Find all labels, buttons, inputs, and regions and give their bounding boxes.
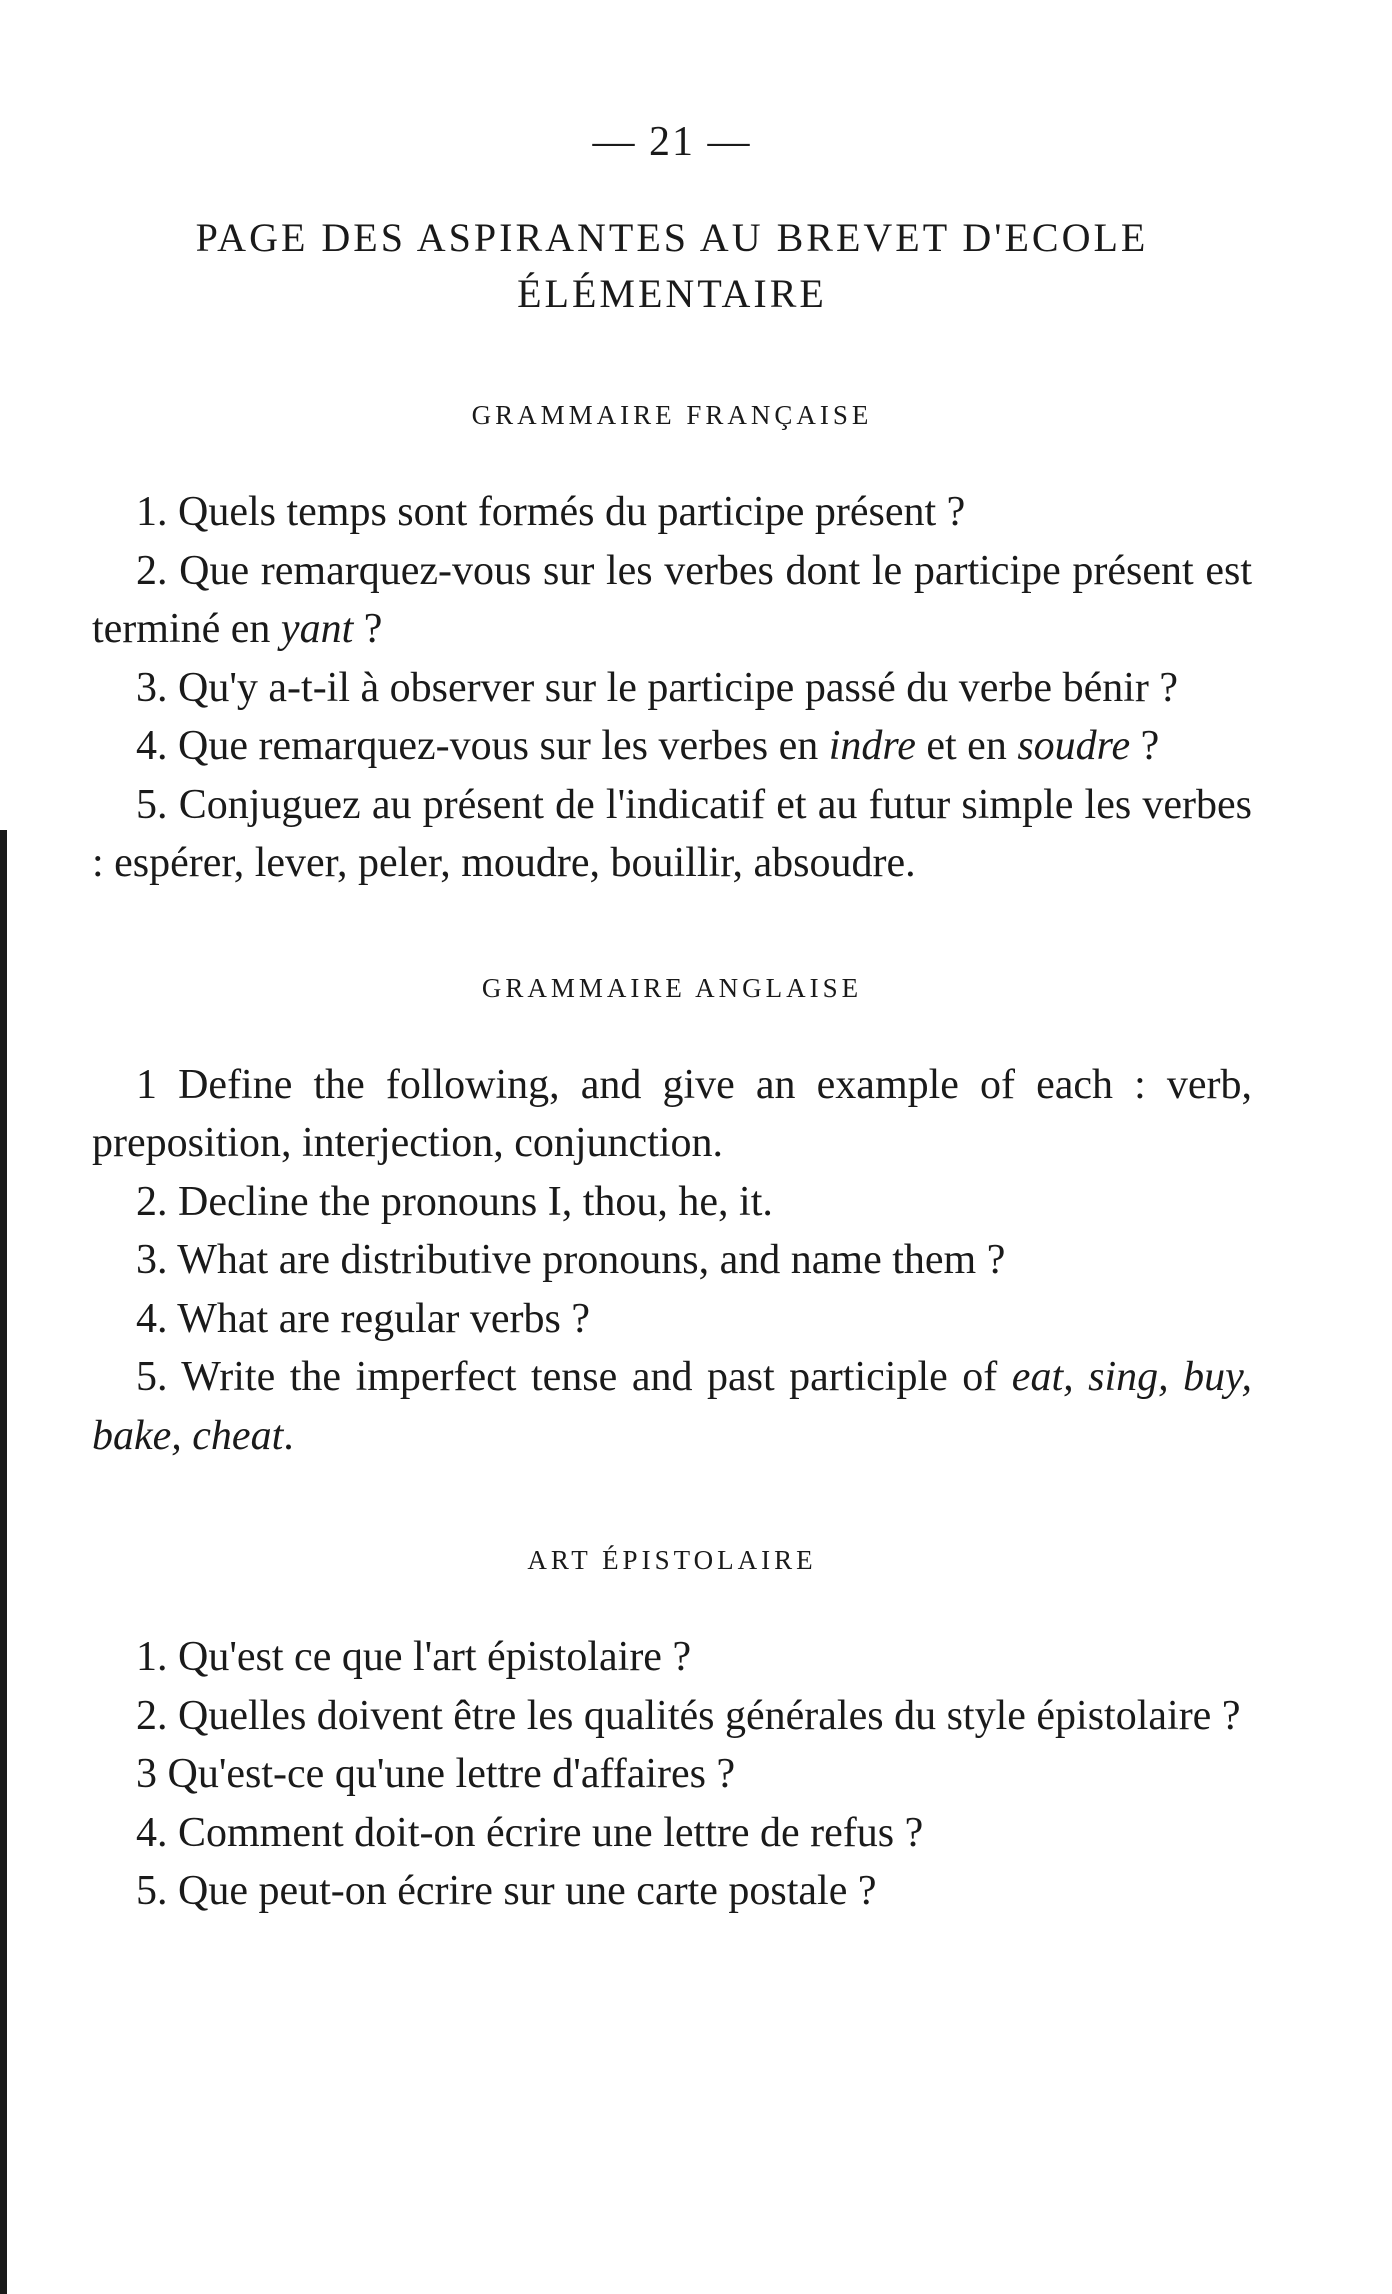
question-italic-term: yant (280, 606, 354, 652)
question-item (92, 1862, 1252, 1921)
document-page (92, 118, 1252, 1921)
question-text: Comment doit-on écrire une lettre de refus ? (178, 1809, 924, 1856)
question-text: et en (915, 723, 1018, 769)
question-text: Decline the pronouns I, thou, he, it. (178, 1178, 773, 1225)
section-art-epistolaire (92, 1545, 1252, 1921)
question-italic-term: indre (828, 723, 916, 769)
section-heading: GRAMMAIRE ANGLAISE (481, 972, 863, 1003)
page-number: — 21 — (592, 119, 752, 165)
question-text: Qu'est ce que l'art épistolaire ? (178, 1634, 692, 1680)
question-number: 3. (136, 1237, 168, 1283)
question-item (92, 1173, 1252, 1232)
question-number: 4. (136, 723, 168, 769)
page-title-line-2: ÉLÉMENTAIRE (517, 271, 827, 316)
question-number: 4. (136, 1809, 168, 1856)
question-number: 1. (136, 489, 168, 535)
question-italic-term: soudre (1017, 723, 1131, 769)
question-text: . (283, 1412, 294, 1459)
question-text: Quelles doivent être les qualités générales du style épistolaire ? (178, 1692, 1241, 1739)
question-list (92, 1628, 1252, 1921)
question-item (92, 542, 1252, 659)
question-text: Write the imperfect tense and past participle of (181, 1354, 1012, 1400)
question-item (92, 1348, 1252, 1465)
question-text: Qu'y a-t-il à observer sur le participe passé du verbe bénir ? (178, 664, 1179, 711)
question-number: 4. (136, 1295, 168, 1342)
question-number: 3. (136, 664, 168, 711)
question-text: Que remarquez-vous sur les verbes dont le participe présent est terminé en (92, 547, 1252, 652)
question-item (92, 1687, 1252, 1746)
page-edge-shadow (0, 830, 7, 2294)
question-text: Que peut-on écrire sur une carte postale ? (178, 1868, 877, 1914)
question-item (92, 1056, 1252, 1173)
question-text: Conjuguez au présent de l'indicatif et au futur simple les verbes : espérer, lever, peler, moudre, bouillir, absoudre. (92, 781, 1253, 886)
page-title-line-1: PAGE DES ASPIRANTES AU BREVET D'ECOLE (195, 215, 1149, 260)
question-text: What are regular verbs ? (177, 1295, 591, 1342)
question-number: 3 (136, 1751, 157, 1797)
question-item (92, 1628, 1252, 1687)
question-item (92, 717, 1252, 776)
question-number: 5. (136, 1868, 168, 1914)
question-text: ? (1130, 723, 1160, 769)
question-text: ? (353, 606, 383, 652)
question-number: 5. (136, 1354, 168, 1400)
question-item (92, 1290, 1252, 1349)
page-title (92, 210, 1252, 322)
section-heading: GRAMMAIRE FRANÇAISE (471, 400, 873, 430)
question-number: 2. (136, 1692, 168, 1739)
question-text: Define the following, and give an example of each : verb, preposition, interjection, conjunction. (92, 1061, 1252, 1166)
question-number: 2. (136, 547, 168, 594)
question-number: 1. (136, 1634, 168, 1680)
section-grammaire-francaise (92, 400, 1252, 893)
question-number: 5. (136, 781, 168, 828)
question-item (92, 1231, 1252, 1290)
question-item (92, 1804, 1252, 1863)
question-number: 1 (136, 1061, 157, 1108)
question-item (92, 483, 1252, 542)
question-item (92, 776, 1252, 893)
section-grammaire-anglaise (92, 973, 1252, 1466)
question-list (92, 1056, 1252, 1466)
question-item (92, 659, 1252, 718)
question-text: Qu'est-ce qu'une lettre d'affaires ? (167, 1751, 736, 1797)
question-italic-term: eat, sing, buy, bake, cheat (92, 1354, 1252, 1459)
question-text: Quels temps sont formés du participe présent ? (178, 489, 966, 535)
question-list (92, 483, 1252, 893)
question-text: Que remarquez-vous sur les verbes en (178, 723, 829, 769)
question-text: What are distributive pronouns, and name them ? (177, 1237, 1006, 1283)
question-item (92, 1745, 1252, 1804)
question-number: 2. (136, 1178, 168, 1225)
section-heading: ART ÉPISTOLAIRE (527, 1545, 817, 1575)
